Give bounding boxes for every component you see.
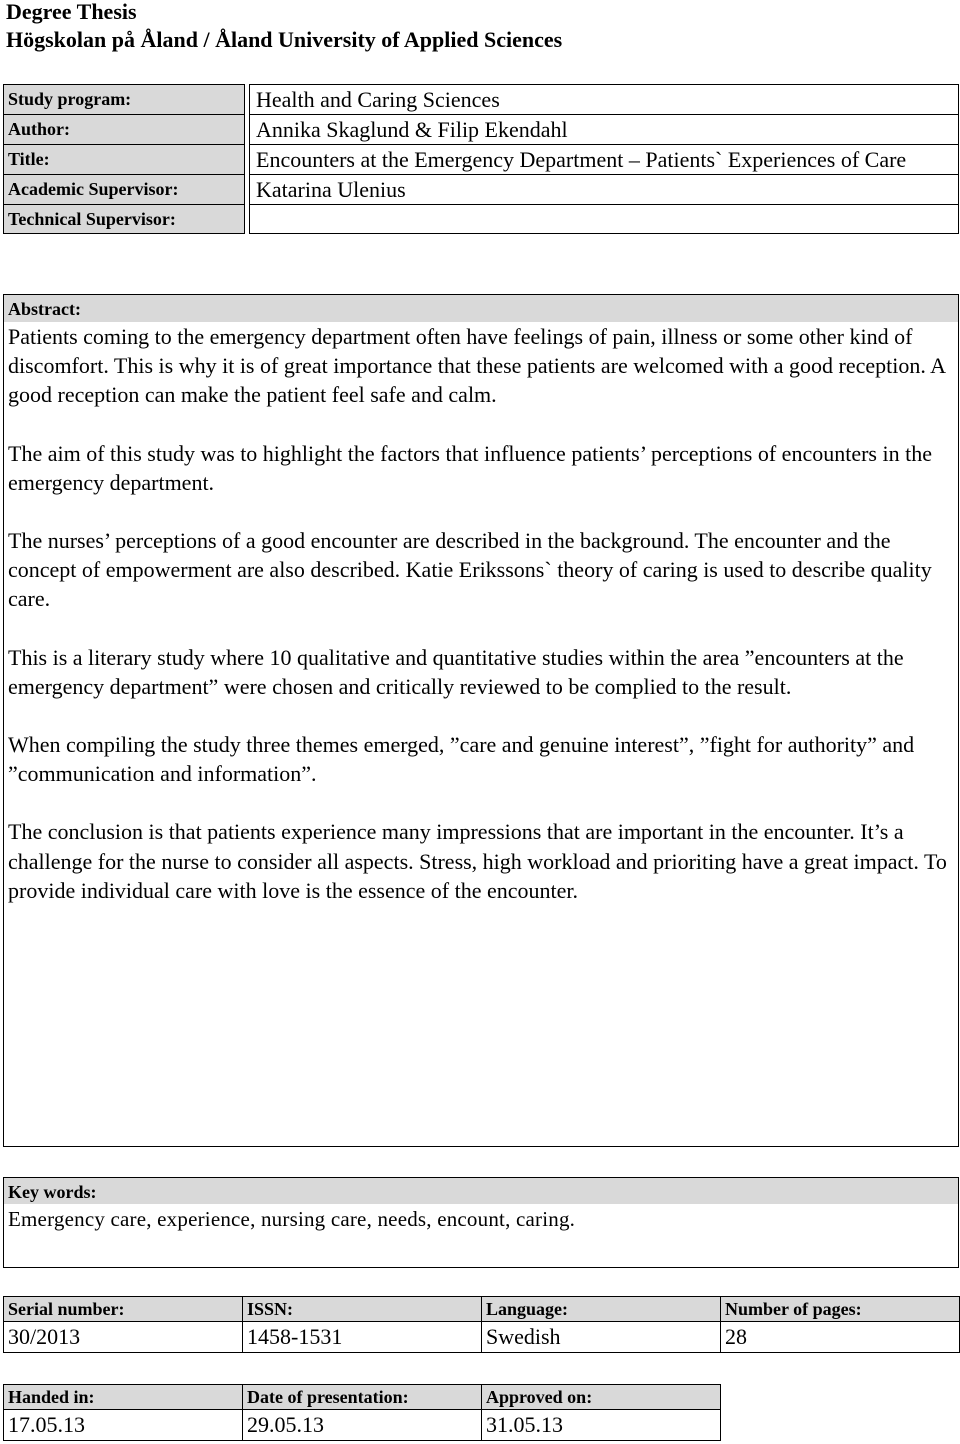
info-value: Health and Caring Sciences [250, 85, 959, 115]
info-label: Study program: [4, 85, 245, 115]
issn-label: ISSN: [243, 1297, 482, 1322]
abstract-paragraph: The nurses’ perceptions of a good encounter are described in the background. The encounter and the concept of empowerment are also described. Katie Erikssons` theory of caring is used to describe quality care. [8, 528, 932, 612]
abstract-label: Abstract: [4, 295, 958, 322]
approved-on-label: Approved on: [482, 1385, 721, 1410]
info-label: Title: [4, 145, 245, 175]
abstract-box [3, 294, 959, 1147]
abstract-paragraph: Patients coming to the emergency department often have feelings of pain, illness or some other kind of discomfort. This is why it is of great importance that these patients are welcomed with a good reception. A good reception can make the patient feel safe and calm. [8, 324, 945, 408]
abstract-paragraph: The conclusion is that patients experience many impressions that are important in the encounter. It’s a challenge for the nurse to consider all aspects. Stress, high workload and prioriting have a great impact. To provide individual care with love is the essence of the encounter. [8, 819, 947, 903]
serial-number-value: 30/2013 [4, 1322, 243, 1353]
thesis-info-table [3, 84, 959, 234]
publication-values-row [4, 1322, 960, 1353]
abstract-paragraph: This is a literary study where 10 qualitative and quantitative studies within the area ”encounters at the emergency department” were chosen and critically reviewed to be complied to the result. [8, 644, 904, 699]
info-label: Academic Supervisor: [4, 175, 245, 205]
dates-values-row [4, 1410, 721, 1441]
abstract-paragraph: The aim of this study was to highlight the factors that influence patients’ perceptions of encounters in the emergency department. [8, 440, 932, 495]
info-row-academic-supervisor [4, 175, 959, 205]
info-value: Encounters at the Emergency Department – Patients` Experiences of Care [250, 145, 959, 175]
keywords-box [3, 1177, 959, 1268]
handed-in-label: Handed in: [4, 1385, 243, 1410]
info-row-study-program [4, 85, 959, 115]
language-label: Language: [482, 1297, 721, 1322]
date-of-presentation-label: Date of presentation: [243, 1385, 482, 1410]
approved-on-value: 31.05.13 [482, 1410, 721, 1441]
dates-table [3, 1384, 721, 1441]
number-of-pages-label: Number of pages: [721, 1297, 960, 1322]
info-row-technical-supervisor [4, 205, 959, 234]
info-row-title [4, 145, 959, 175]
number-of-pages-value: 28 [721, 1322, 960, 1353]
handed-in-value: 17.05.13 [4, 1410, 243, 1441]
university-heading: Högskolan på Åland / Åland University of Applied Sciences [6, 27, 563, 52]
language-value: Swedish [482, 1322, 721, 1353]
dates-labels-row [4, 1385, 721, 1410]
keywords-text: Emergency care, experience, nursing care, needs, encount, caring. [8, 1207, 576, 1231]
info-label: Technical Supervisor: [4, 205, 245, 234]
publication-info-table [3, 1296, 960, 1353]
info-value [250, 205, 959, 234]
info-value: Katarina Ulenius [250, 175, 959, 205]
info-value: Annika Skaglund & Filip Ekendahl [250, 115, 959, 145]
serial-number-label: Serial number: [4, 1297, 243, 1322]
date-of-presentation-value: 29.05.13 [243, 1410, 482, 1441]
abstract-body [4, 322, 958, 905]
keywords-label: Key words: [4, 1178, 958, 1204]
abstract-paragraph: When compiling the study three themes emerged, ”care and genuine interest”, ”fight for authority” and ”communication and information”. [8, 732, 915, 787]
publication-labels-row [4, 1297, 960, 1322]
info-row-author [4, 115, 959, 145]
issn-value: 1458-1531 [243, 1322, 482, 1353]
document-type-heading: Degree Thesis [6, 0, 137, 24]
info-label: Author: [4, 115, 245, 145]
